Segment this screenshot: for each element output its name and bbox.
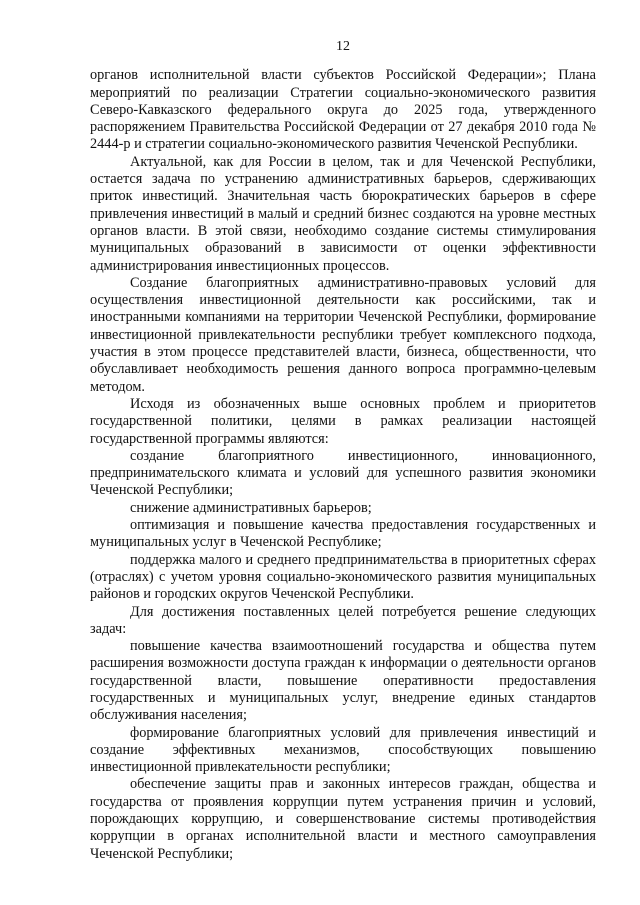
document-page — [90, 38, 596, 863]
paragraph-1: органов исполнительной власти субъектов Российской Федерации»; Плана мероприятий по реализации Стратегии социально-экономического развития Северо-Кавказского федерального округа до 2025 года, утвержденного распоряжением Правительства Российской Федерации от 27 декабря 2010 года № 2444-р и стратегии социально-экономического развития Чеченской Республики. — [90, 67, 596, 153]
paragraph-12: обеспечение защиты прав и законных интересов граждан, общества и государства от проявления коррупции путем устранения причин и условий, порождающих коррупцию, и совершенствование системы противодействия коррупции в органах исполнительной власти и местного самоуправления Чеченской Республики; — [90, 776, 596, 862]
paragraph-6: снижение административных барьеров; — [130, 499, 372, 516]
paragraph-10: повышение качества взаимоотношений государства и общества путем расширения возможности доступа граждан к информации о деятельности органов государственной власти, повышение оперативности предоставления государственных и муниципальных услуг, внедрение единых стандартов обслуживания населения; — [90, 638, 596, 724]
paragraph-11: формирование благоприятных условий для привлечения инвестиций и создание эффективных механизмов, способствующих повышению инвестиционной привлекательности республики; — [90, 724, 596, 776]
paragraph-2: Актуальной, как для России в целом, так и для Чеченской Республики, остается задача по устранению административных барьеров, сдерживающих приток инвестиций. Значительная часть бюрократических барьеров в сфере привлечения инвестиций в малый и средний бизнес создаются на уровне местных органов власти. В этой связи, необходимо создание системы стимулирования муниципальных образований в зависимости от оценки эффективности администрирования инвестиционных процессов. — [90, 153, 596, 274]
paragraph-8: поддержка малого и среднего предпринимательства в приоритетных сферах (отраслях) с учетом уровня социально-экономического развития муниципальных районов и городских округов Чеченской Республики. — [90, 551, 596, 603]
paragraph-3: Создание благоприятных административно-правовых условий для осуществления инвестиционной деятельности как российскими, так и иностранными компаниями на территории Чеченской Республики, формирование инвестиционной привлекательности республики требует комплексного подхода, участия в этом процессе представителей власти, бизнеса, общественности, что обуславливает необходимость решения данного вопроса программно-целевым методом. — [90, 274, 596, 395]
document-body — [90, 67, 596, 863]
page-number: 12 — [336, 39, 350, 54]
paragraph-9: Для достижения поставленных целей потребуется решение следующих задач: — [90, 603, 596, 637]
paragraph-7: оптимизация и повышение качества предоставления государственных и муниципальных услуг в Чеченской Республике; — [90, 517, 596, 551]
paragraph-5: создание благоприятного инвестиционного, инновационного, предпринимательского климата и условий для успешного развития экономики Чеченской Республики; — [90, 447, 596, 499]
paragraph-4: Исходя из обозначенных выше основных проблем и приоритетов государственной политики, целями в рамках реализации настоящей государственной программы являются: — [90, 395, 596, 447]
